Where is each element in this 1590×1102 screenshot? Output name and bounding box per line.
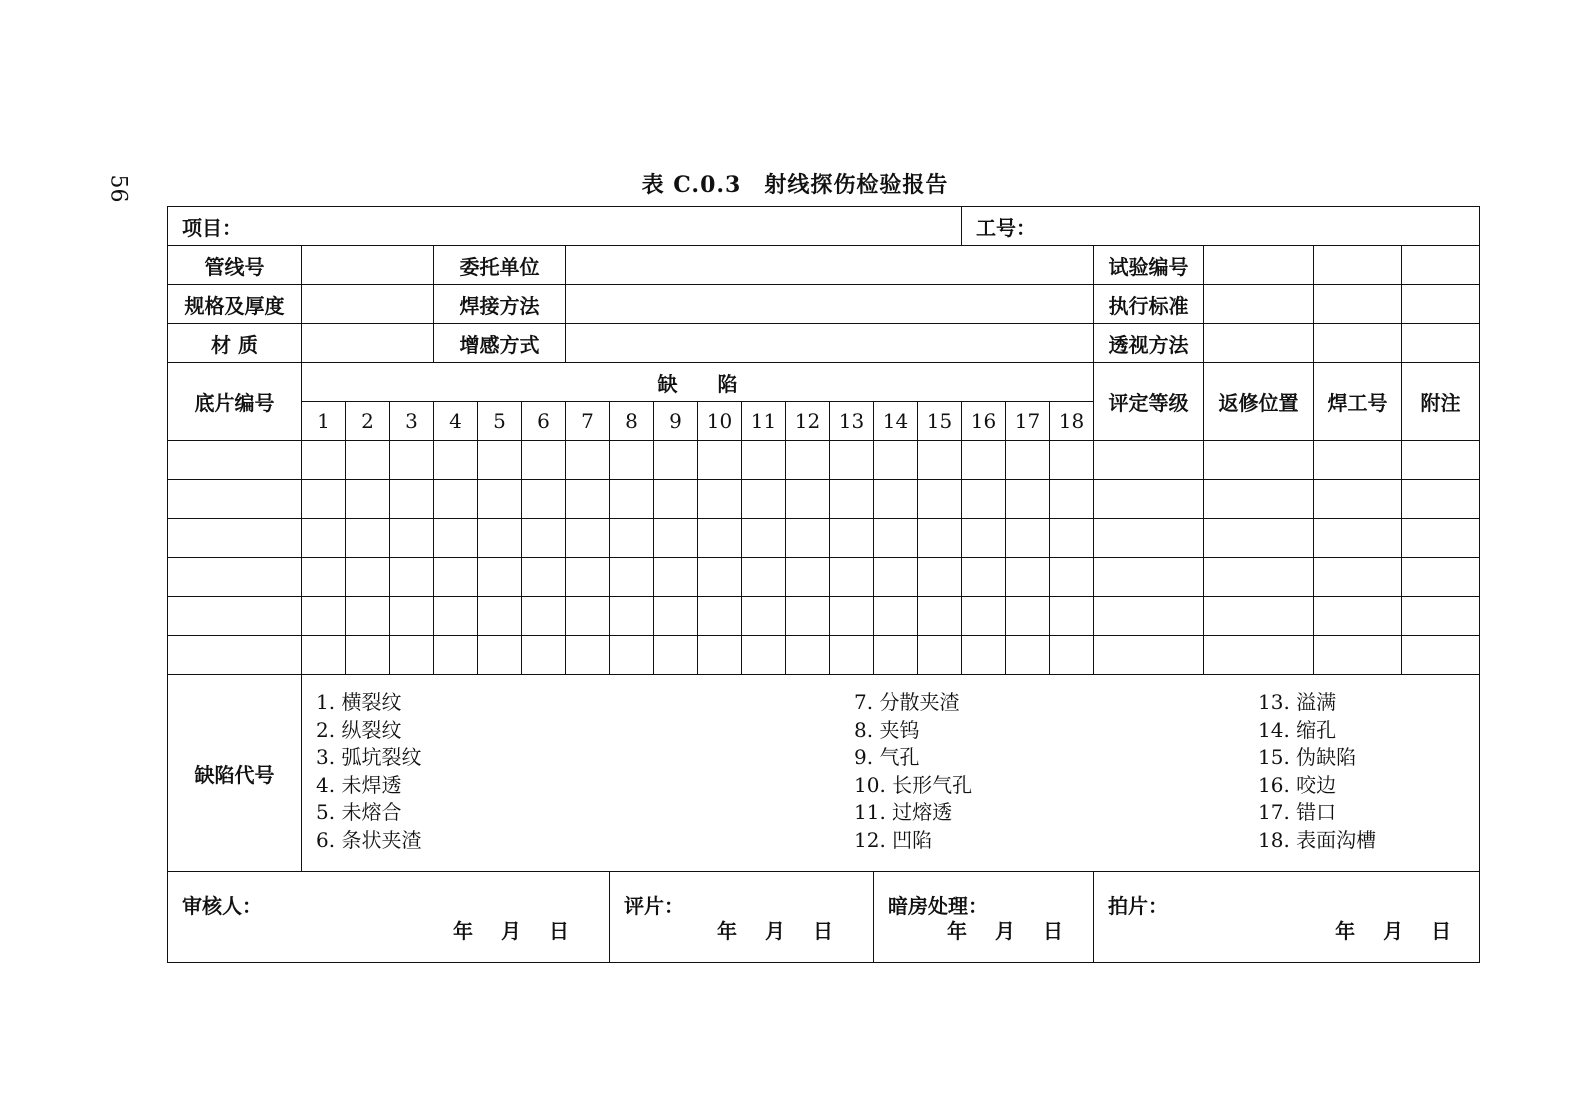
- table-cell[interactable]: [654, 558, 698, 597]
- standard-label: 执行标准: [1094, 285, 1204, 324]
- table-cell[interactable]: [1094, 558, 1204, 597]
- table-cell[interactable]: [654, 480, 698, 519]
- page-number: 56: [105, 174, 131, 203]
- shooting-signature-field[interactable]: [1094, 872, 1480, 963]
- table-cell[interactable]: [1402, 441, 1480, 480]
- table-cell[interactable]: [742, 597, 786, 636]
- table-cell[interactable]: [566, 597, 610, 636]
- darkroom-signature-field[interactable]: [874, 872, 1094, 963]
- list-item: 4. 未焊透: [316, 772, 402, 797]
- table-cell[interactable]: [434, 480, 478, 519]
- table-cell[interactable]: [1204, 480, 1314, 519]
- table-cell[interactable]: [610, 636, 654, 675]
- table-cell[interactable]: [698, 597, 742, 636]
- defect-col-11: 11: [742, 402, 786, 441]
- table-cell[interactable]: [522, 480, 566, 519]
- defect-col-17: 17: [1006, 402, 1050, 441]
- defect-col-14: 14: [874, 402, 918, 441]
- table-cell[interactable]: [168, 480, 302, 519]
- table-cell[interactable]: [1094, 636, 1204, 675]
- table-cell[interactable]: [302, 480, 346, 519]
- list-item: 3. 弧坑裂纹: [316, 745, 422, 769]
- table-cell[interactable]: [168, 597, 302, 636]
- table-cell[interactable]: [1402, 558, 1480, 597]
- table-cell[interactable]: [390, 636, 434, 675]
- table-cell[interactable]: [1204, 558, 1314, 597]
- defect-codes-list: [302, 675, 1480, 872]
- table-cell[interactable]: [434, 441, 478, 480]
- shooting-label: 拍片：: [1108, 894, 1168, 918]
- defect-codes-label: 缺陷代号: [168, 675, 302, 872]
- reviewer-date: 年 月 日: [453, 919, 569, 943]
- repair-position-header: 返修位置: [1204, 363, 1314, 441]
- table-cell[interactable]: [478, 519, 522, 558]
- table-cell[interactable]: [168, 558, 302, 597]
- table-cell[interactable]: [1094, 480, 1204, 519]
- list-item: 2. 纵裂纹: [316, 717, 402, 742]
- table-cell[interactable]: [478, 558, 522, 597]
- table-cell[interactable]: [566, 636, 610, 675]
- table-cell[interactable]: [830, 558, 874, 597]
- table-cell[interactable]: [522, 519, 566, 558]
- list-item: 6. 条状夹渣: [316, 827, 422, 852]
- defect-header: 缺 陷: [302, 363, 1094, 402]
- welder-no-header: 焊工号: [1314, 363, 1402, 441]
- table-cell[interactable]: [786, 441, 830, 480]
- intensify-method-value[interactable]: [566, 324, 1094, 363]
- table-cell[interactable]: [1204, 597, 1314, 636]
- table-row: [168, 519, 1480, 558]
- table-cell[interactable]: [1314, 519, 1402, 558]
- table-cell[interactable]: [786, 597, 830, 636]
- table-row: [168, 597, 1480, 636]
- table-cell[interactable]: [302, 636, 346, 675]
- table-cell[interactable]: [168, 441, 302, 480]
- table-cell[interactable]: [918, 441, 962, 480]
- darkroom-date: 年 月 日: [947, 919, 1063, 943]
- table-cell[interactable]: [1006, 441, 1050, 480]
- standard-value-1[interactable]: [1204, 285, 1314, 324]
- defect-col-15: 15: [918, 402, 962, 441]
- defect-col-2: 2: [346, 402, 390, 441]
- table-cell[interactable]: [566, 480, 610, 519]
- table-cell[interactable]: [434, 558, 478, 597]
- list-item: 9. 气孔: [854, 745, 920, 769]
- table-cell[interactable]: [522, 636, 566, 675]
- defect-col-4: 4: [434, 402, 478, 441]
- table-cell[interactable]: [874, 519, 918, 558]
- table-cell[interactable]: [610, 597, 654, 636]
- table-cell[interactable]: [1314, 558, 1402, 597]
- table-cell[interactable]: [1402, 597, 1480, 636]
- defect-codes-col-2: [854, 689, 1258, 854]
- list-item: 14. 缩孔: [1258, 717, 1337, 742]
- table-cell[interactable]: [1314, 636, 1402, 675]
- table-cell[interactable]: [1006, 636, 1050, 675]
- job-no-label: 工号：: [976, 215, 1036, 240]
- perspective-method-label: 透视方法: [1094, 324, 1204, 363]
- job-no-field[interactable]: [962, 207, 1480, 246]
- table-cell[interactable]: [654, 597, 698, 636]
- spec-thickness-value[interactable]: [302, 285, 434, 324]
- table-cell[interactable]: [742, 558, 786, 597]
- table-cell[interactable]: [742, 519, 786, 558]
- table-cell[interactable]: [1402, 519, 1480, 558]
- list-item: 17. 错口: [1258, 800, 1337, 824]
- table-cell[interactable]: [918, 480, 962, 519]
- table-cell[interactable]: [1006, 558, 1050, 597]
- table-cell[interactable]: [918, 519, 962, 558]
- film-review-label: 评片：: [624, 894, 684, 918]
- defect-col-3: 3: [390, 402, 434, 441]
- table-cell[interactable]: [874, 480, 918, 519]
- table-cell[interactable]: [786, 558, 830, 597]
- table-cell[interactable]: [1050, 441, 1094, 480]
- table-cell[interactable]: [1204, 519, 1314, 558]
- table-cell[interactable]: [434, 597, 478, 636]
- note-header: 附注: [1402, 363, 1480, 441]
- table-cell[interactable]: [918, 597, 962, 636]
- perspective-value-1[interactable]: [1204, 324, 1314, 363]
- table-cell[interactable]: [346, 519, 390, 558]
- table-cell[interactable]: [874, 597, 918, 636]
- list-item: 18. 表面沟槽: [1258, 827, 1377, 852]
- project-field[interactable]: [168, 207, 962, 246]
- table-cell[interactable]: [478, 597, 522, 636]
- table-cell[interactable]: [698, 519, 742, 558]
- table-cell[interactable]: [962, 558, 1006, 597]
- table-cell[interactable]: [698, 636, 742, 675]
- table-cell[interactable]: [1050, 636, 1094, 675]
- table-cell[interactable]: [786, 480, 830, 519]
- table-cell[interactable]: [566, 558, 610, 597]
- table-cell[interactable]: [302, 558, 346, 597]
- film-review-date: 年 月 日: [717, 919, 833, 943]
- pipeline-no-label: 管线号: [168, 246, 302, 285]
- table-cell[interactable]: [830, 519, 874, 558]
- table-cell[interactable]: [918, 558, 962, 597]
- table-cell[interactable]: [830, 597, 874, 636]
- material-label: 材 质: [168, 324, 302, 363]
- table-cell[interactable]: [346, 636, 390, 675]
- table-cell[interactable]: [654, 636, 698, 675]
- table-cell[interactable]: [874, 558, 918, 597]
- table-cell[interactable]: [698, 441, 742, 480]
- list-item: 11. 过熔透: [854, 800, 953, 824]
- table-cell[interactable]: [302, 519, 346, 558]
- list-item: 12. 凹陷: [854, 827, 933, 852]
- defect-col-5: 5: [478, 402, 522, 441]
- table-cell[interactable]: [1314, 480, 1402, 519]
- table-cell[interactable]: [742, 441, 786, 480]
- defect-col-13: 13: [830, 402, 874, 441]
- table-cell[interactable]: [434, 636, 478, 675]
- table-cell[interactable]: [566, 519, 610, 558]
- table-cell[interactable]: [346, 480, 390, 519]
- table-cell[interactable]: [698, 480, 742, 519]
- defect-col-18: 18: [1050, 402, 1094, 441]
- table-cell[interactable]: [610, 558, 654, 597]
- table-cell[interactable]: [1094, 597, 1204, 636]
- pipeline-no-value[interactable]: [302, 246, 434, 285]
- list-item: 16. 咬边: [1258, 772, 1337, 797]
- table-cell[interactable]: [346, 441, 390, 480]
- defect-col-7: 7: [566, 402, 610, 441]
- table-cell[interactable]: [1402, 636, 1480, 675]
- list-item: 1. 横裂纹: [316, 690, 402, 714]
- perspective-value-3[interactable]: [1402, 324, 1480, 363]
- test-no-value-2[interactable]: [1314, 246, 1402, 285]
- table-cell[interactable]: [566, 441, 610, 480]
- list-item: 5. 未熔合: [316, 800, 402, 824]
- table-cell[interactable]: [1006, 519, 1050, 558]
- shooting-date: 年 月 日: [1335, 919, 1452, 943]
- table-cell[interactable]: [346, 597, 390, 636]
- table-cell[interactable]: [874, 636, 918, 675]
- table-cell[interactable]: [434, 519, 478, 558]
- list-item: 15. 伪缺陷: [1258, 745, 1357, 769]
- table-cell[interactable]: [1314, 441, 1402, 480]
- standard-value-2[interactable]: [1314, 285, 1402, 324]
- table-cell[interactable]: [654, 519, 698, 558]
- table-cell[interactable]: [742, 480, 786, 519]
- table-cell[interactable]: [522, 441, 566, 480]
- defect-col-9: 9: [654, 402, 698, 441]
- perspective-value-2[interactable]: [1314, 324, 1402, 363]
- table-cell[interactable]: [830, 636, 874, 675]
- table-row: [168, 480, 1480, 519]
- material-value[interactable]: [302, 324, 434, 363]
- welding-method-value[interactable]: [566, 285, 1094, 324]
- table-cell[interactable]: [1006, 597, 1050, 636]
- grade-header: 评定等级: [1094, 363, 1204, 441]
- darkroom-label: 暗房处理：: [888, 894, 988, 918]
- reviewer-label: 审核人：: [182, 894, 262, 918]
- table-cell[interactable]: [742, 636, 786, 675]
- table-cell[interactable]: [962, 441, 1006, 480]
- defect-codes-col-1: [316, 689, 854, 854]
- defect-col-12: 12: [786, 402, 830, 441]
- table-cell[interactable]: [962, 480, 1006, 519]
- table-cell[interactable]: [918, 636, 962, 675]
- table-row: [168, 636, 1480, 675]
- table-cell[interactable]: [610, 441, 654, 480]
- table-cell[interactable]: [654, 441, 698, 480]
- project-label: 项目：: [182, 215, 242, 240]
- table-cell[interactable]: [478, 636, 522, 675]
- defect-col-6: 6: [522, 402, 566, 441]
- defect-col-8: 8: [610, 402, 654, 441]
- table-cell[interactable]: [522, 558, 566, 597]
- table-cell[interactable]: [962, 636, 1006, 675]
- table-cell[interactable]: [830, 441, 874, 480]
- table-cell[interactable]: [786, 519, 830, 558]
- table-cell[interactable]: [1314, 597, 1402, 636]
- test-no-label: 试验编号: [1094, 246, 1204, 285]
- table-row: [168, 558, 1480, 597]
- table-cell[interactable]: [962, 597, 1006, 636]
- table-cell[interactable]: [390, 480, 434, 519]
- defect-col-10: 10: [698, 402, 742, 441]
- reviewer-signature-field[interactable]: [168, 872, 610, 963]
- spec-thickness-label: 规格及厚度: [168, 285, 302, 324]
- table-cell[interactable]: [1050, 519, 1094, 558]
- table-cell[interactable]: [962, 519, 1006, 558]
- table-title: 表 C.0.3 射线探伤检验报告: [641, 172, 949, 198]
- defect-codes-col-3: [1258, 689, 1376, 854]
- table-cell[interactable]: [168, 636, 302, 675]
- list-item: 13. 溢满: [1258, 690, 1337, 714]
- list-item: 10. 长形气孔: [854, 772, 973, 797]
- table-cell[interactable]: [1006, 480, 1050, 519]
- table-cell[interactable]: [168, 519, 302, 558]
- table-cell[interactable]: [302, 597, 346, 636]
- table-cell[interactable]: [302, 441, 346, 480]
- table-cell[interactable]: [698, 558, 742, 597]
- table-cell[interactable]: [1050, 597, 1094, 636]
- defect-col-1: 1: [302, 402, 346, 441]
- table-cell[interactable]: [390, 597, 434, 636]
- table-cell[interactable]: [610, 480, 654, 519]
- table-cell[interactable]: [874, 441, 918, 480]
- table-cell[interactable]: [830, 480, 874, 519]
- list-item: 7. 分散夹渣: [854, 690, 960, 714]
- film-review-signature-field[interactable]: [610, 872, 874, 963]
- table-cell[interactable]: [346, 558, 390, 597]
- table-cell[interactable]: [390, 519, 434, 558]
- table-cell[interactable]: [478, 441, 522, 480]
- table-cell[interactable]: [390, 558, 434, 597]
- standard-value-3[interactable]: [1402, 285, 1480, 324]
- table-cell[interactable]: [1050, 558, 1094, 597]
- defect-col-16: 16: [962, 402, 1006, 441]
- inspection-report-table: [167, 206, 1480, 963]
- client-value[interactable]: [566, 246, 1094, 285]
- table-cell[interactable]: [1204, 636, 1314, 675]
- table-cell[interactable]: [390, 441, 434, 480]
- table-cell[interactable]: [1094, 519, 1204, 558]
- table-cell[interactable]: [522, 597, 566, 636]
- test-no-value-3[interactable]: [1402, 246, 1480, 285]
- table-cell[interactable]: [1204, 441, 1314, 480]
- client-label: 委托单位: [434, 246, 566, 285]
- intensify-method-label: 增感方式: [434, 324, 566, 363]
- table-cell[interactable]: [786, 636, 830, 675]
- table-cell[interactable]: [1050, 480, 1094, 519]
- table-cell[interactable]: [1402, 480, 1480, 519]
- list-item: 8. 夹钨: [854, 717, 920, 742]
- film-no-header: 底片编号: [168, 363, 302, 441]
- table-row: [168, 441, 1480, 480]
- test-no-value-1[interactable]: [1204, 246, 1314, 285]
- table-cell[interactable]: [1094, 441, 1204, 480]
- table-cell[interactable]: [610, 519, 654, 558]
- table-cell[interactable]: [478, 480, 522, 519]
- welding-method-label: 焊接方法: [434, 285, 566, 324]
